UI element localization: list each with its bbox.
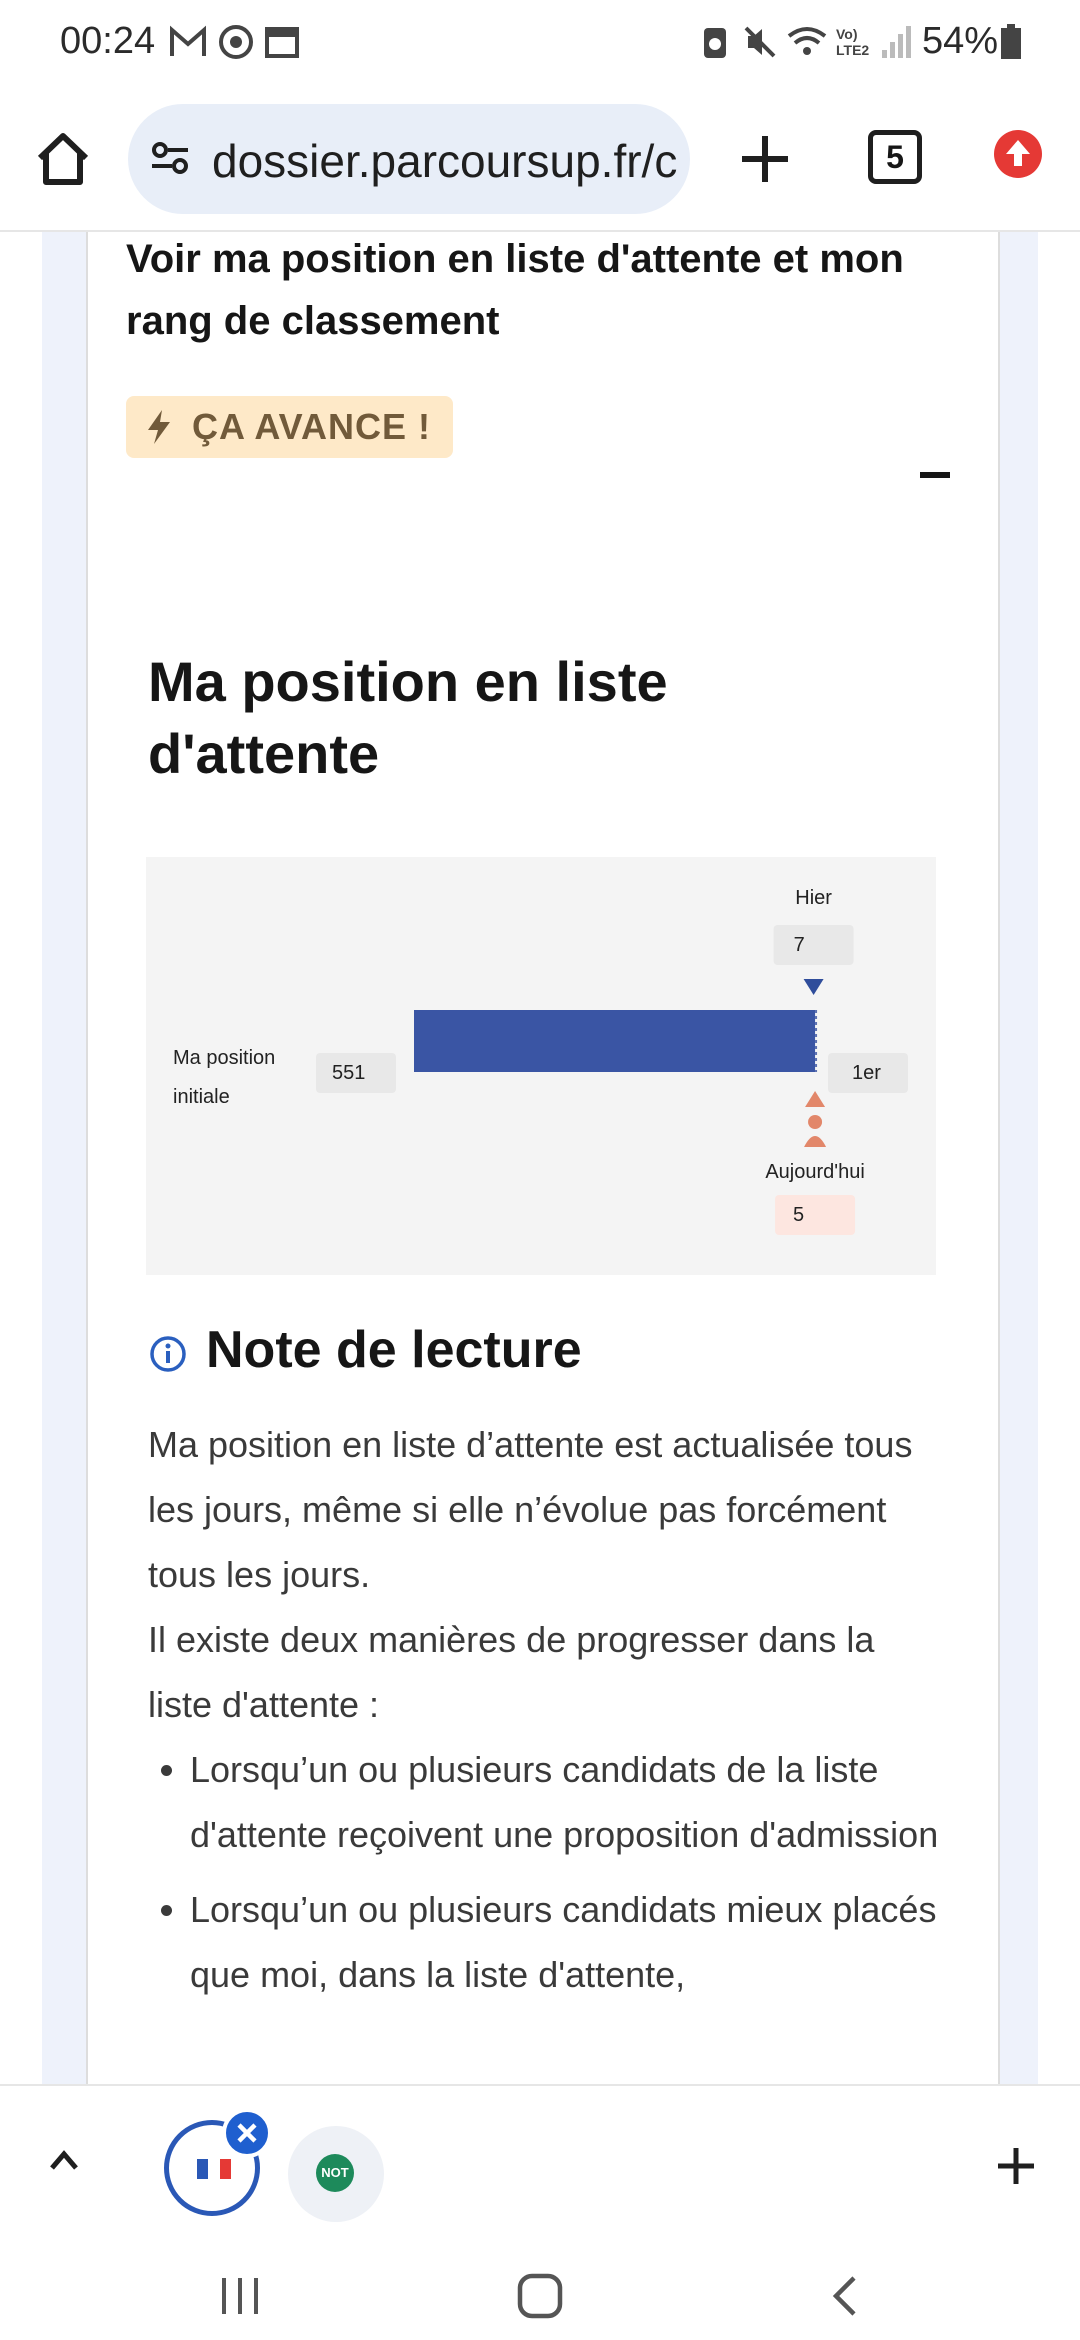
person-icon: [808, 1115, 822, 1129]
address-bar[interactable]: [128, 104, 690, 214]
wifi-icon: [786, 24, 828, 60]
new-tab-plus-icon[interactable]: [732, 126, 798, 192]
status-badge: [126, 396, 453, 458]
chrome-icon: [218, 24, 254, 60]
system-nav-bar: [0, 2260, 1080, 2340]
back-icon[interactable]: [820, 2270, 872, 2322]
position-chart-svg: [146, 857, 936, 1275]
gmail-icon: [168, 24, 208, 60]
update-icon[interactable]: [994, 130, 1042, 178]
url-text: dossier.parcoursup.fr/c: [212, 135, 678, 187]
today-label: Aujourd'hui: [765, 1161, 865, 1183]
not-badge: NOT: [316, 2154, 354, 2192]
initial-position-label: initiale: [173, 1086, 230, 1108]
recycle-icon: [700, 24, 730, 60]
note-body: [148, 1412, 948, 2017]
mute-icon: [742, 24, 778, 60]
progress-bar: [414, 1010, 815, 1072]
lightning-icon: [144, 408, 174, 446]
note-paragraph-2: Il existe deux manières de progresser dans la liste d'attente :: [148, 1619, 875, 1725]
position-chart: [146, 857, 936, 1275]
section-title[interactable]: Voir ma position en liste d'attente et mon rang de classement: [126, 237, 904, 343]
network-label: Vo) LTE2: [836, 26, 870, 58]
today-value-label: 5: [793, 1204, 805, 1226]
tab-switcher-button[interactable]: 5: [868, 130, 922, 184]
chart-heading: Ma position en liste d'attente: [148, 650, 668, 785]
flag-icon: [197, 2155, 231, 2183]
today-value-box: [775, 1195, 855, 1235]
battery-icon: [1000, 24, 1022, 60]
note-list-item: • Lorsqu’un ou plusieurs candidats de la liste d'attente reçoivent une proposition d'admission: [190, 1737, 948, 1867]
note-list: [148, 1737, 948, 2007]
chevron-up-icon[interactable]: [44, 2140, 84, 2180]
yesterday-marker: [804, 979, 824, 995]
yesterday-value-label: 7: [793, 934, 805, 956]
home-nav-icon[interactable]: [514, 2270, 566, 2322]
note-list-item: • Lorsqu’un ou plusieurs candidats mieux placés que moi, dans la liste d'attente,: [190, 1877, 948, 2007]
calendar-icon: [264, 24, 300, 60]
add-tab-plus-icon[interactable]: [994, 2144, 1038, 2188]
recent-apps-icon[interactable]: [214, 2270, 266, 2322]
person-icon: [804, 1136, 826, 1147]
note-heading: Note de lecture: [206, 1321, 582, 1379]
site-settings-icon[interactable]: [148, 136, 192, 180]
status-bar: [0, 0, 1080, 88]
close-icon: [226, 2112, 268, 2154]
collapse-minus-icon[interactable]: [920, 472, 950, 478]
bottom-tab-bar: [0, 2084, 1080, 2262]
note-paragraph-1: Ma position en liste d’attente est actualisée tous les jours, même si elle n’évolue pas forcément tous les jours.: [148, 1424, 913, 1595]
yesterday-value-box: [774, 925, 854, 965]
close-tab-button[interactable]: [222, 2108, 272, 2158]
browser-toolbar: [0, 88, 1080, 232]
status-time: 00:24: [60, 20, 156, 62]
initial-position-label: Ma position: [173, 1047, 276, 1069]
arrow-up-icon: [994, 130, 1042, 178]
initial-value-label: 551: [332, 1062, 366, 1084]
signal-icon: [880, 24, 912, 60]
info-icon: [148, 1334, 188, 1374]
yesterday-label: Hier: [795, 887, 832, 909]
end-value-label: 1er: [852, 1062, 881, 1084]
home-icon[interactable]: [30, 126, 96, 192]
battery-percent: 54%: [922, 20, 999, 62]
badge-label: ÇA AVANCE !: [192, 406, 431, 447]
tab-group-not[interactable]: [288, 2126, 384, 2222]
today-marker: [805, 1091, 825, 1107]
